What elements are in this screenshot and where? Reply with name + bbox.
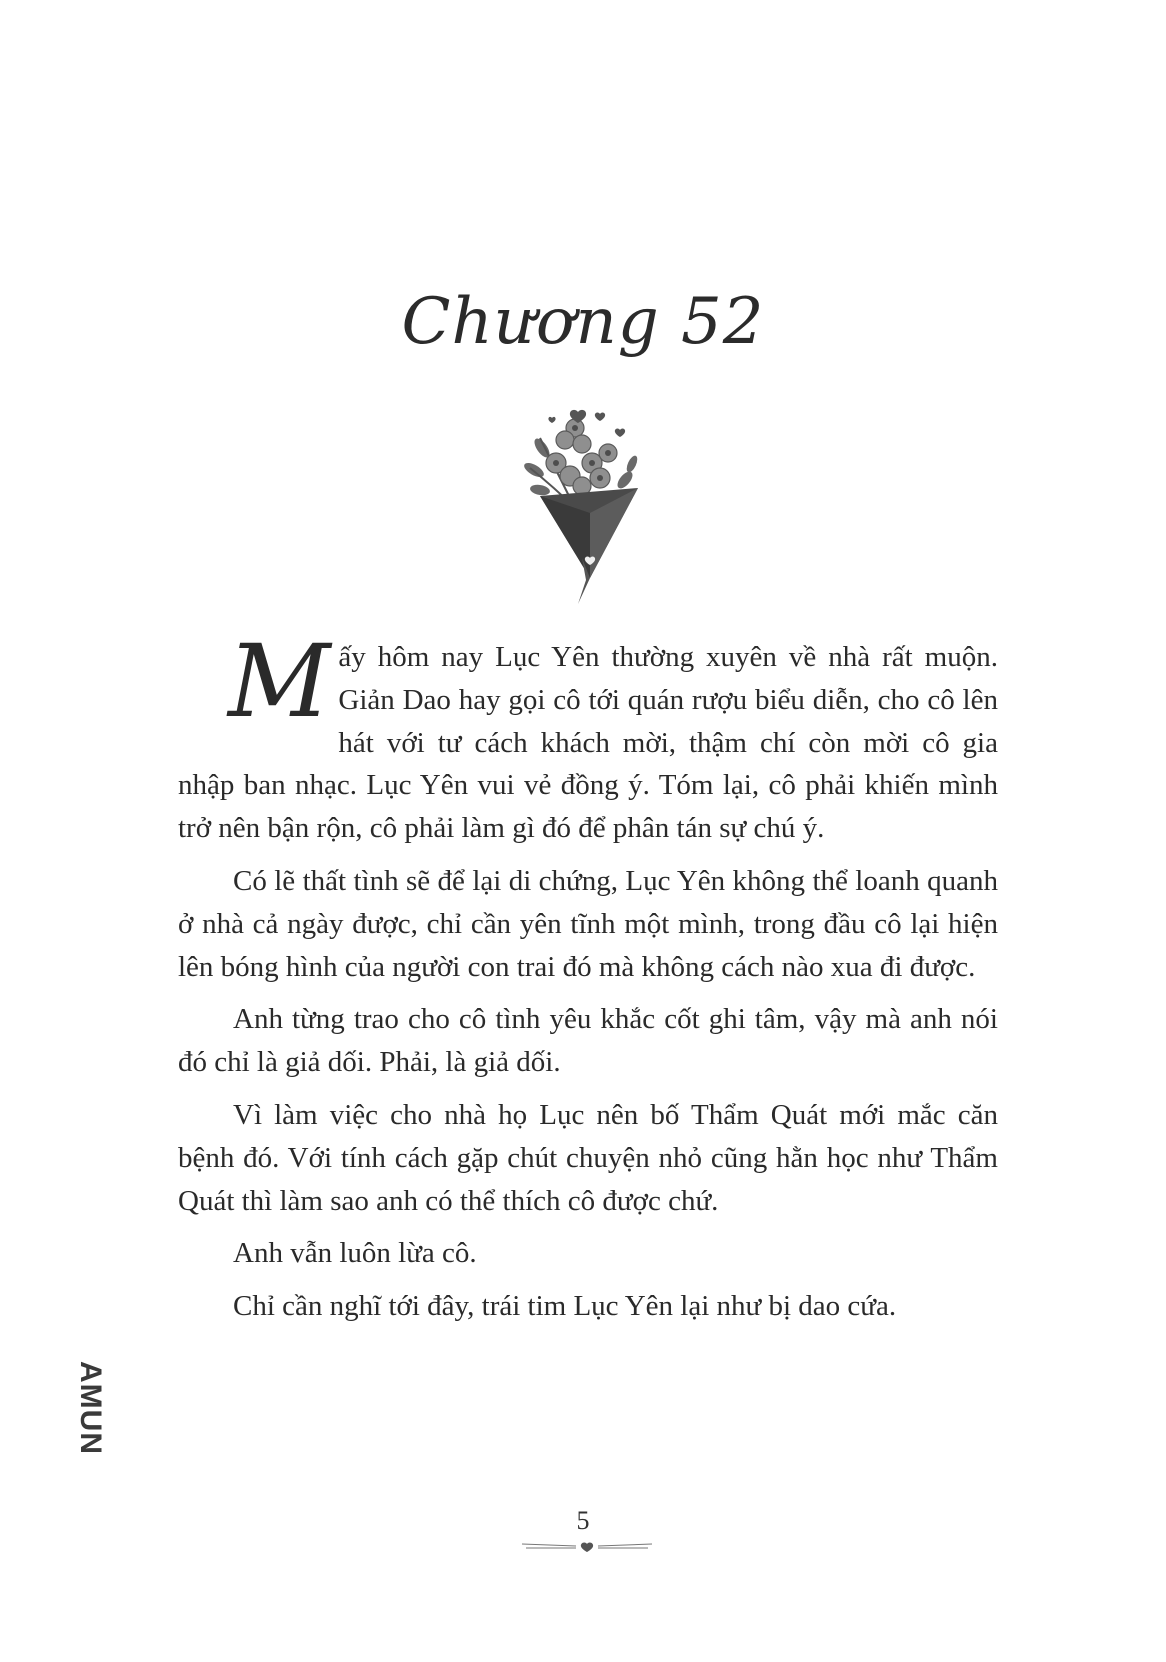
paragraph-1 <box>178 623 998 850</box>
drop-cap: M <box>228 623 331 740</box>
paragraph-4: Vì làm việc cho nhà họ Lục nên bố Thẩm Quát mới mắc căn bệnh đó. Với tính cách gặp chút chuyện nhỏ cũng hằn học như Thẩm Quát thì làm sao anh có thể thích cô được chứ. <box>178 1098 998 1217</box>
chapter-title: Chương 52 <box>401 285 765 359</box>
paragraph-6: Chỉ cần nghĩ tới đây, trái tim Lục Yên lại như bị dao cứa. <box>233 1290 897 1323</box>
publisher-mark: AMUN <box>74 1361 107 1455</box>
paragraph-1-text: ấy hôm nay Lục Yên thường xuyên về nhà rất muộn. Giản Dao hay gọi cô tới quán rượu biểu diễn, cho cô lên hát với tư cách khách mời, thậm chí còn mời cô gia nhập ban nhạc. Lục Yên vui vẻ đồng ý. Tóm lại, cô phải khiến mình trở nên bận rộn, cô phải làm gì đó để phân tán sự chú ý. <box>178 641 998 845</box>
chapter-body <box>178 623 998 1338</box>
flower-bouquet-icon <box>520 408 655 608</box>
paragraph-5: Anh vẫn luôn lừa cô. <box>233 1237 477 1270</box>
heart-divider-icon <box>520 1540 654 1554</box>
paragraph-3: Anh từng trao cho cô tình yêu khắc cốt ghi tâm, vậy mà anh nói đó chỉ là giả dối. Phải, là giả dối. <box>178 1003 998 1079</box>
paragraph-2: Có lẽ thất tình sẽ để lại di chứng, Lục Yên không thể loanh quanh ở nhà cả ngày được, chỉ cần yên tĩnh một mình, trong đầu cô lại hiện lên bóng hình của người con trai đó mà không cách nào xua đi được. <box>178 864 998 983</box>
page-number: 5 <box>576 1506 590 1535</box>
publisher-logo <box>70 1358 110 1458</box>
